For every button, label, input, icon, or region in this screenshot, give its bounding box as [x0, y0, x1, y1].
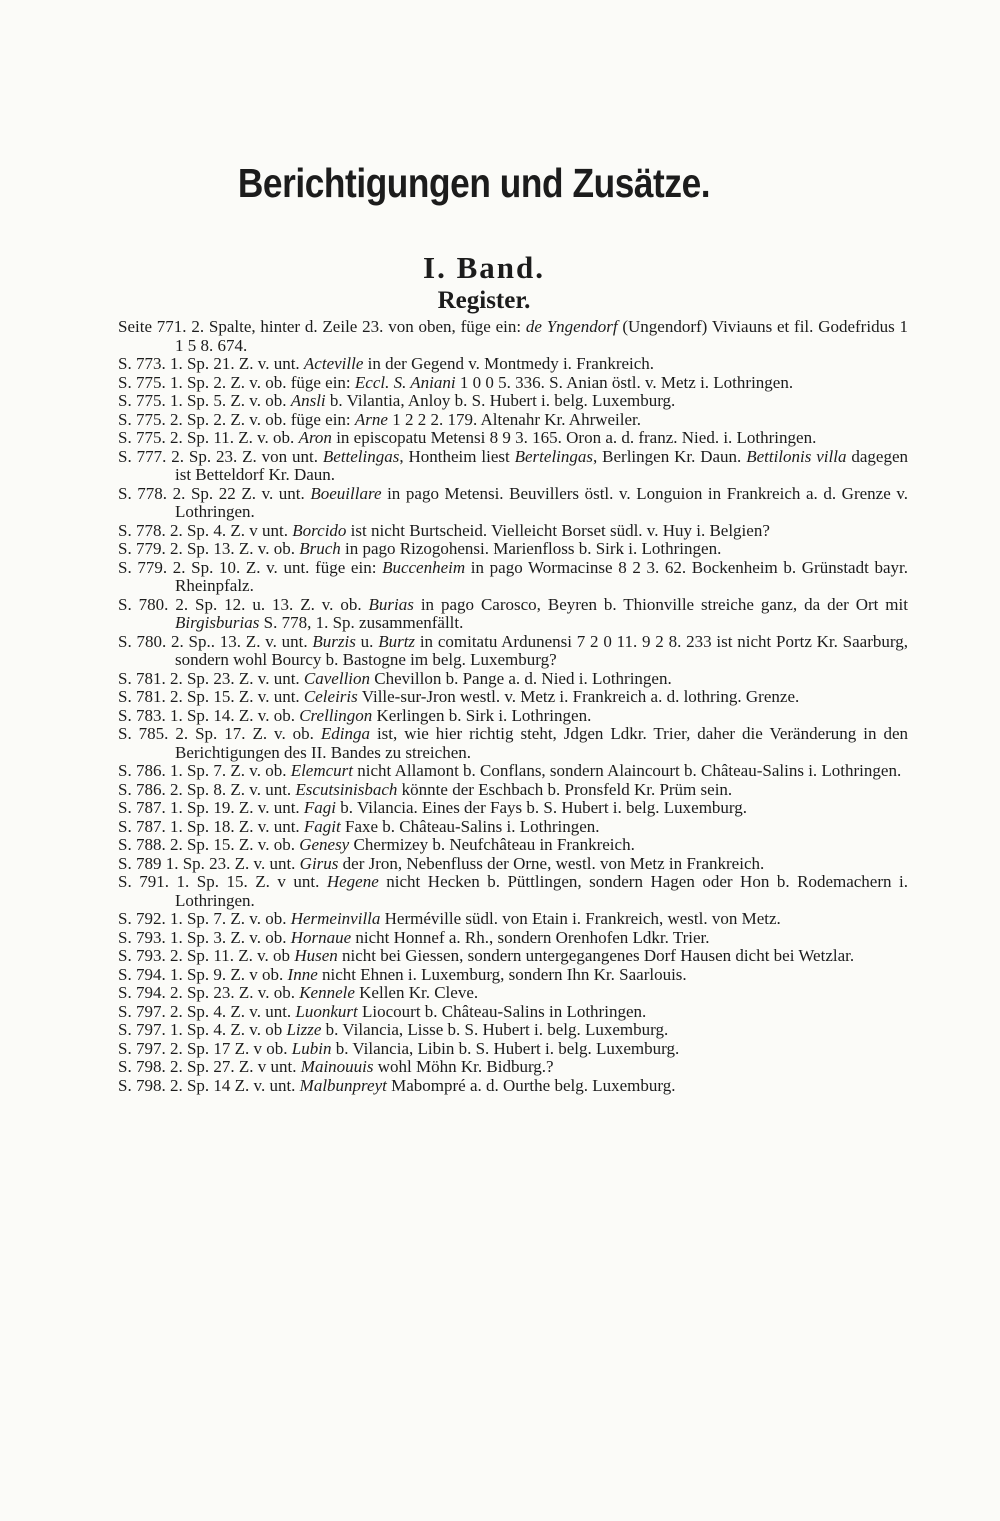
place-name: Cavellion [303, 668, 371, 688]
entry-text: nicht Allamont b. Conflans, sondern Alaincourt b. Château-Salins i. Lothringen. [353, 761, 902, 780]
place-name: Malbunpreyt [299, 1075, 387, 1095]
entry-text: S. 778, 1. Sp. zusammenfällt. [259, 613, 464, 632]
entry-text: nicht Hecken b. Püttlingen, sondern Hagen oder Hon b. Rodemachern i. Lothringen. [175, 872, 908, 910]
entry-text: S. 789 1. Sp. 23. Z. v. unt. [118, 853, 300, 873]
entry-text: in pago Metensi. Beuvillers östl. v. Longuion in Frankreich a. d. Grenze v. Lothringen. [175, 483, 908, 521]
place-name: Acteville [303, 354, 364, 373]
entry-text: in pago Wormacinse 8 2 3. 62. Bockenheim b. Grünstadt bayr. Rheinpfalz. [175, 557, 908, 595]
correction-entry [118, 355, 908, 374]
correction-entry [118, 818, 908, 837]
entry-text: S. 781. 2. Sp. 15. Z. v. unt. [118, 687, 304, 706]
entry-text: u. [355, 631, 379, 651]
place-name: Lizze [286, 1020, 322, 1039]
entry-text: S. 791. 1. Sp. 15. Z. v unt. [118, 872, 327, 891]
volume-heading: I. Band. [423, 250, 545, 285]
section-heading: Register. [437, 287, 531, 314]
place-name: Kennele [299, 983, 355, 1002]
entry-text: Kerlingen b. Sirk i. Lothringen. [372, 705, 592, 725]
entry-text: S. 779. 2. Sp. 10. Z. v. unt. füge ein: [118, 557, 383, 577]
entry-text: Liocourt b. Château-Salins in Lothringen. [357, 1001, 647, 1021]
correction-entry [118, 596, 908, 633]
place-name: Buccenheim [382, 557, 466, 577]
correction-entry [118, 781, 908, 800]
correction-entry [118, 1040, 908, 1059]
entry-text: Herméville südl. von Etain i. Frankreich, westl. von Metz. [380, 909, 781, 928]
entry-text: S. 785. 2. Sp. 17. Z. v. ob. [118, 724, 321, 743]
entry-text: S. 793. 2. Sp. 11. Z. v. ob [118, 946, 295, 965]
correction-entry [118, 1003, 908, 1022]
correction-entry [118, 318, 908, 355]
entry-text: 1 0 0 5. 336. S. Anian östl. v. Metz i. Lothringen. [455, 372, 794, 392]
place-name: Bettelingas [322, 446, 400, 466]
entry-text: ist, wie hier richtig steht, Jdgen Ldkr. Trier, daher die Veränderung in den Berichtigungen des II. Bandes zu streichen. [175, 724, 908, 762]
place-name: Hegene [326, 872, 379, 891]
correction-entry [118, 522, 908, 541]
place-name: Borcido [292, 520, 347, 540]
corrections-list [118, 318, 908, 1095]
place-name: Mainouuis [300, 1057, 374, 1076]
place-name: Burtz [378, 631, 416, 651]
place-name: Celeiris [303, 687, 358, 706]
correction-entry [118, 559, 908, 596]
correction-entry [118, 1058, 908, 1077]
correction-entry [118, 374, 908, 393]
place-name: Hornaue [290, 927, 352, 947]
entry-text: b. Vilancia, Lisse b. S. Hubert i. belg. Luxemburg. [321, 1020, 669, 1039]
entry-text: in episcopatu Metensi 8 9 3. 165. Oron a. d. franz. Nied. i. Lothringen. [331, 428, 817, 447]
entry-text: in pago Carosco, Beyren b. Thionville streiche ganz, da der Ort mit [413, 594, 908, 614]
entry-text: Kellen Kr. Cleve. [354, 983, 479, 1002]
place-name: Girus [299, 853, 339, 873]
entry-text: S. 778. 2. Sp. 4. Z. v unt. [118, 520, 293, 540]
entry-text: b. Vilancia, Libin b. S. Hubert i. belg. Luxemburg. [331, 1038, 680, 1058]
place-name: Genesy [299, 835, 350, 854]
correction-entry [118, 1077, 908, 1096]
entry-text: S. 787. 1. Sp. 19. Z. v. unt. [118, 798, 304, 817]
place-name: Lubin [291, 1038, 332, 1058]
place-name: Escutsinisbach [295, 779, 398, 799]
entry-text: wohl Möhn Kr. Bidburg.? [373, 1057, 554, 1076]
correction-entry [118, 1021, 908, 1040]
place-name: Ansli [290, 391, 326, 410]
entry-text: 1 2 2 2. 179. Altenahr Kr. Ahrweiler. [387, 409, 642, 429]
place-name: Eccl. S. Aniani [354, 372, 456, 392]
place-name: Crellingon [299, 705, 373, 725]
place-name: Arne [354, 409, 388, 429]
entry-text: , Berlingen Kr. Daun. [593, 446, 747, 466]
place-name: Edinga [320, 724, 370, 743]
place-name: Burzis [312, 631, 356, 651]
correction-entry [118, 855, 908, 874]
correction-entry [118, 633, 908, 670]
entry-text: Chermizey b. Neufchâteau in Frankreich. [349, 835, 635, 854]
place-name: Fagi [303, 798, 337, 817]
entry-text: könnte der Eschbach b. Pronsfeld Kr. Prüm sein. [397, 779, 733, 799]
correction-entry [118, 725, 908, 762]
entry-text: S. 786. 2. Sp. 8. Z. v. unt. [118, 779, 296, 799]
entry-text: ist nicht Burtscheid. Vielleicht Borset südl. v. Huy i. Belgien? [346, 520, 770, 540]
correction-entry [118, 411, 908, 430]
place-name: Bertelingas [514, 446, 594, 466]
entry-text: S. 792. 1. Sp. 7. Z. v. ob. [118, 909, 291, 928]
entry-text: S. 794. 1. Sp. 9. Z. v ob. [118, 964, 288, 984]
place-name: Fagit [303, 816, 341, 836]
entry-text: S. 775. 1. Sp. 5. Z. v. ob. [118, 391, 291, 410]
correction-entry [118, 984, 908, 1003]
correction-entry [118, 540, 908, 559]
place-name: Inne [287, 964, 318, 984]
place-name: Hermeinvilla [290, 909, 381, 928]
entry-text: S. 775. 2. Sp. 2. Z. v. ob. füge ein: [118, 409, 355, 429]
entry-text: in pago Rizogohensi. Marienfloss b. Sirk i. Lothringen. [340, 539, 722, 558]
entry-text: S. 788. 2. Sp. 15. Z. v. ob. [118, 835, 300, 854]
correction-entry [118, 929, 908, 948]
correction-entry [118, 448, 908, 485]
entry-text: S. 780. 2. Sp. 12. u. 13. Z. v. ob. [118, 594, 369, 614]
correction-entry [118, 392, 908, 411]
entry-text: S. 773. 1. Sp. 21. Z. v. unt. [118, 354, 304, 373]
entry-text: S. 775. 1. Sp. 2. Z. v. ob. füge ein: [118, 372, 355, 392]
entry-text: der Jron, Nebenfluss der Orne, westl. von Metz in Frankreich. [338, 853, 765, 873]
correction-entry [118, 910, 908, 929]
entry-text: b. Vilantia, Anloy b. S. Hubert i. belg. Luxemburg. [325, 391, 676, 410]
entry-text: Seite 771. 2. Spalte, hinter d. Zeile 23. von oben, füge ein: [118, 317, 526, 336]
place-name: Bruch [299, 539, 341, 558]
entry-text: S. 775. 2. Sp. 11. Z. v. ob. [118, 428, 299, 447]
entry-text: nicht Honnef a. Rh., sondern Orenhofen Ldkr. Trier. [351, 927, 710, 947]
correction-entry [118, 429, 908, 448]
correction-entry [118, 799, 908, 818]
page-title: Berichtigungen und Zusätze. [237, 160, 711, 206]
place-name: Aron [298, 428, 332, 447]
entry-text: S. 797. 2. Sp. 17 Z. v ob. [118, 1038, 292, 1058]
entry-text: S. 797. 1. Sp. 4. Z. v. ob [118, 1020, 287, 1039]
correction-entry [118, 485, 908, 522]
entry-text: S. 779. 2. Sp. 13. Z. v. ob. [118, 539, 300, 558]
place-name: Burias [368, 594, 414, 614]
entry-text: Mabompré a. d. Ourthe belg. Luxemburg. [386, 1075, 676, 1095]
place-name: Birgisburias [175, 613, 260, 632]
entry-text: S. 780. 2. Sp.. 13. Z. v. unt. [118, 631, 313, 651]
correction-entry [118, 670, 908, 689]
correction-entry [118, 966, 908, 985]
place-name: de Yngendorf [525, 317, 618, 336]
entry-text: , Hontheim liest [399, 446, 515, 466]
entry-text: in der Gegend v. Montmedy i. Frankreich. [363, 354, 655, 373]
correction-entry [118, 762, 908, 781]
place-name: Luonkurt [295, 1001, 358, 1021]
entry-text: nicht Ehnen i. Luxemburg, sondern Ihn Kr. Saarlouis. [317, 964, 687, 984]
correction-entry [118, 873, 908, 910]
entry-text: S. 798. 2. Sp. 14 Z. v. unt. [118, 1075, 300, 1095]
entry-text: S. 794. 2. Sp. 23. Z. v. ob. [118, 983, 300, 1002]
entry-text: in comitatu Ardunensi 7 2 0 11. 9 2 8. 233 ist nicht Portz Kr. Saarburg, sondern wohl Bourcy b. Bastogne im belg. Luxemburg? [175, 631, 908, 669]
place-name: Elemcurt [290, 761, 354, 780]
entry-text: S. 793. 1. Sp. 3. Z. v. ob. [118, 927, 291, 947]
entry-text: S. 778. 2. Sp. 22 Z. v. unt. [118, 483, 311, 503]
entry-text: S. 777. 2. Sp. 23. Z. von unt. [118, 446, 323, 466]
entry-text: S. 783. 1. Sp. 14. Z. v. ob. [118, 705, 300, 725]
correction-entry [118, 836, 908, 855]
entry-text: Ville-sur-Jron westl. v. Metz i. Frankreich a. d. lothring. Grenze. [357, 687, 800, 706]
entry-text: Chevillon b. Pange a. d. Nied i. Lothringen. [370, 668, 672, 688]
entry-text: S. 798. 2. Sp. 27. Z. v unt. [118, 1057, 301, 1076]
place-name: Boeuillare [310, 483, 382, 503]
entry-text: S. 797. 2. Sp. 4. Z. v. unt. [118, 1001, 296, 1021]
place-name: Bettilonis villa [746, 446, 847, 466]
place-name: Husen [294, 946, 338, 965]
entry-text: nicht bei Giessen, sondern untergegangenes Dorf Hausen dicht bei Wetzlar. [337, 946, 855, 965]
entry-text: dagegen ist Betteldorf Kr. Daun. [175, 446, 908, 484]
entry-text: S. 781. 2. Sp. 23. Z. v. unt. [118, 668, 304, 688]
correction-entry [118, 707, 908, 726]
entry-text: S. 786. 1. Sp. 7. Z. v. ob. [118, 761, 291, 780]
entry-text: Faxe b. Château-Salins i. Lothringen. [340, 816, 600, 836]
entry-text: (Ungendorf) Viviauns et fil. Godefridus 1 1 5 8. 674. [175, 317, 908, 355]
entry-text: b. Vilancia. Eines der Fays b. S. Hubert i. belg. Luxemburg. [336, 798, 748, 817]
correction-entry [118, 947, 908, 966]
entry-text: S. 787. 1. Sp. 18. Z. v. unt. [118, 816, 304, 836]
correction-entry [118, 688, 908, 707]
